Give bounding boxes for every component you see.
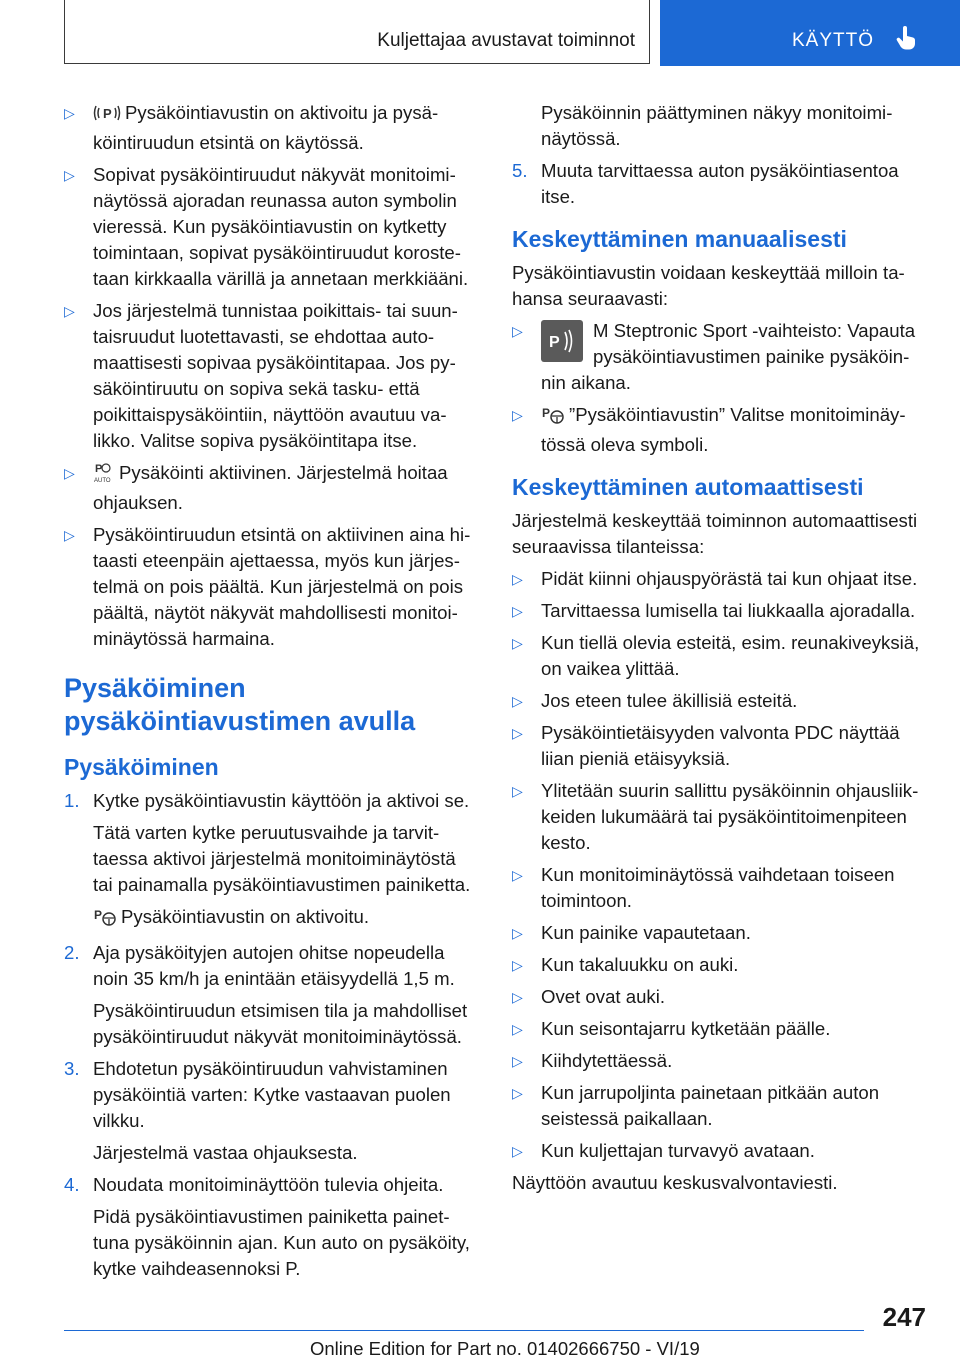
step-text: Noudata monitoiminäyttöön tulevia ohjeita.: [93, 1174, 444, 1195]
bullet-triangle-icon: ▷: [512, 925, 523, 941]
subsection-heading: Pysäköiminen: [64, 754, 219, 780]
list-item-text: Kun jarrupoljinta painetaan pitkään auton seistessä paikallaan.: [541, 1082, 880, 1129]
svg-text:P: P: [542, 406, 551, 420]
bullet-triangle-icon: ▷: [512, 783, 523, 799]
list-item-text: Kun tiellä olevia esteitä, esim. reunakiveyksiä, on vaikea ylittää.: [541, 632, 920, 679]
parking-steering-icon: [93, 907, 117, 934]
list-item-text: Kun takaluukku on auki.: [541, 954, 739, 975]
list-item-text: Pysäköinti aktiivinen. Järjestelmä hoitaa ohjauksen.: [93, 462, 448, 513]
bullet-triangle-icon: ▷: [512, 1021, 523, 1037]
bullet-triangle-icon: ▷: [512, 571, 523, 587]
list-item: [512, 598, 926, 624]
list-item: [64, 298, 478, 454]
list-item-text: Jos eteen tulee äkillisiä esteitä.: [541, 690, 798, 711]
step-number: 3.: [64, 1058, 80, 1079]
parking-assist-sensor-icon: [93, 103, 121, 130]
list-item: [64, 522, 478, 652]
bullet-triangle-icon: ▷: [512, 693, 523, 709]
section-title: Kuljettajaa avustavat toiminnot: [377, 30, 635, 51]
step-text: Muuta tarvittaessa auton pysäköintiasentoa itse.: [541, 160, 899, 207]
bullet-triangle-icon: ▷: [512, 867, 523, 883]
bullet-triangle-icon: ▷: [64, 465, 75, 481]
edition-note: Online Edition for Part no. 01402666750 - VI/19: [310, 1338, 700, 1359]
list-item-text: Pysäköintiavustin on aktivoitu ja pysäköintiruudun etsintä on käytössä.: [93, 102, 439, 153]
list-item-text: M Steptronic Sport -vaihteisto: Vapauta pysäköintiavustimen painike pysäköinnin aikana.: [541, 320, 916, 393]
list-item-text: Kun seisontajarru kytketään päälle.: [541, 1018, 831, 1039]
step-item: [64, 1056, 478, 1134]
step-item: [512, 158, 926, 210]
list-item-text: Pidät kiinni ohjauspyörästä tai kun ohjaat itse.: [541, 568, 918, 589]
list-item-text: Kun painike vapautetaan.: [541, 922, 751, 943]
bullet-triangle-icon: ▷: [64, 527, 75, 543]
step-detail-text: Pysäköintiavustin on aktivoitu.: [121, 906, 370, 927]
step-item: [64, 1172, 478, 1198]
step-text: Aja pysäköityjen autojen ohitse nopeudella noin 35 km/h ja enintään etäisyydellä 1,5 m.: [93, 942, 455, 989]
list-item-text: Kun kuljettajan turvavyö avataan.: [541, 1140, 815, 1161]
bullet-triangle-icon: ▷: [512, 725, 523, 741]
paragraph: Näyttöön avautuu keskusvalvontaviesti.: [512, 1172, 838, 1193]
subsection-heading: Keskeyttäminen automaattisesti: [512, 474, 864, 500]
step-number: 2.: [64, 942, 80, 963]
step-text: Kytke pysäköintiavustin käyttöön ja aktivoi se.: [93, 790, 470, 811]
list-item: [512, 630, 926, 682]
list-item: [512, 1048, 926, 1074]
list-item-text: Ovet ovat auki.: [541, 986, 666, 1007]
parking-auto-icon: [93, 461, 115, 490]
step-detail: [64, 904, 478, 934]
page-header: [0, 0, 960, 66]
right-column: [512, 100, 926, 1202]
svg-text:P: P: [103, 106, 112, 121]
list-item-text: Jos järjestelmä tunnistaa poikittais- tai suuntaisruudut luotettavasti, se ehdottaa automaattisesti sopivaa pysäköintitapaa. Jos pysäköintiruutu on sopiva sekä tasku- että poikittaispysäköintiin, näyttöön avautuu valikko. Valitse sopiva pysäköintitapa itse.: [93, 300, 458, 451]
bullet-triangle-icon: ▷: [512, 407, 523, 423]
list-item: [512, 952, 926, 978]
list-item: [512, 920, 926, 946]
bullet-triangle-icon: ▷: [64, 105, 75, 121]
step-number: 1.: [64, 790, 80, 811]
list-item: [512, 688, 926, 714]
list-item-text: Tarvittaessa lumisella tai liukkaalla ajoradalla.: [541, 600, 916, 621]
paragraph: Järjestelmä keskeyttää toiminnon automaattisesti seuraavissa tilanteissa:: [512, 510, 918, 557]
chapter-tab: [660, 0, 960, 66]
svg-text:AUTO: AUTO: [94, 478, 111, 483]
list-item: [512, 984, 926, 1010]
hand-pointer-icon: [896, 26, 918, 55]
bullet-triangle-icon: ▷: [512, 603, 523, 619]
bullet-triangle-icon: ▷: [512, 1053, 523, 1069]
list-item-text: ”Pysäköintiavustin” Valitse monitoiminäytössä oleva symboli.: [541, 404, 906, 455]
step-item: [64, 788, 478, 814]
step-number: 5.: [512, 160, 528, 181]
list-item: [64, 162, 478, 292]
bullet-triangle-icon: ▷: [64, 167, 75, 183]
list-item: [512, 1138, 926, 1164]
step-detail: Pidä pysäköintiavustimen painiketta painettuna pysäköinnin ajan. Kun auto on pysäköity, kytke vaihdeasennoksi P.: [93, 1206, 470, 1279]
list-item-text: Ylitetään suurin sallittu pysäköinnin ohjausliikkeiden lukumäärä tai pysäköintitoimenpiteen kesto.: [541, 780, 919, 853]
step-detail: Tätä varten kytke peruutusvaihde ja tarvittaessa aktivoi järjestelmä monitoiminäytöstä tai painamalla pysäköintiavustimen painiketta.: [93, 822, 471, 895]
list-item: [512, 778, 926, 856]
list-item: [512, 402, 926, 458]
page-number: 247: [882, 1302, 926, 1332]
section-title-box: [64, 0, 650, 64]
list-item-text: Kun monitoiminäytössä vaihdetaan toiseen toimintoon.: [541, 864, 895, 911]
svg-text:P: P: [95, 463, 103, 475]
list-item: [512, 720, 926, 772]
chapter-tab-label: KÄYTTÖ: [792, 30, 875, 51]
list-item: [64, 460, 478, 516]
step-text: Ehdotetun pysäköintiruudun vahvistaminen pysäköintiä varten: Kytke vastaavan puolen vilkku.: [93, 1058, 451, 1131]
list-item: [512, 1016, 926, 1042]
list-item-text: Kiihdytettäessä.: [541, 1050, 673, 1071]
list-item: [512, 1080, 926, 1132]
step-detail: Pysäköinnin päättyminen näkyy monitoiminäytössä.: [541, 102, 893, 149]
step-detail: Pysäköintiruudun etsimisen tila ja mahdolliset pysäköintiruudut näkyvät monitoiminäytössä.: [93, 1000, 468, 1047]
step-item: [64, 940, 478, 992]
bullet-triangle-icon: ▷: [512, 323, 523, 339]
step-number: 4.: [64, 1174, 80, 1195]
list-item-text: Sopivat pysäköintiruudut näkyvät monitoiminäytössä ajoradan reunassa auton symbolin vieressä. Kun pysäköintiavustin on kytketty toimintaan, sopivat pysäköintiruudut korostetaan kirkkaalla värillä ja annetaan merkkiääni.: [93, 164, 469, 289]
list-item-text: Pysäköintietäisyyden valvonta PDC näyttää liian pieniä etäisyyksiä.: [541, 722, 900, 769]
svg-text:P: P: [94, 908, 103, 922]
parking-steering-icon: [541, 405, 565, 432]
step-detail: Järjestelmä vastaa ohjauksesta.: [93, 1142, 358, 1163]
bullet-triangle-icon: ▷: [512, 635, 523, 651]
paragraph: Pysäköintiavustin voidaan keskeyttää milloin tahansa seuraavasti:: [512, 262, 905, 309]
list-item: [512, 862, 926, 914]
list-item: [512, 566, 926, 592]
section-heading: Pysäköiminen pysäköintiavustimen avulla: [64, 673, 416, 736]
parking-button-icon: [541, 320, 583, 362]
bullet-triangle-icon: ▷: [512, 1143, 523, 1159]
list-item: [512, 318, 926, 396]
footer-divider: [64, 1330, 864, 1331]
bullet-triangle-icon: ▷: [64, 303, 75, 319]
list-item: [64, 100, 478, 156]
svg-text:P: P: [549, 334, 560, 351]
bullet-triangle-icon: ▷: [512, 1085, 523, 1101]
subsection-heading: Keskeyttäminen manuaalisesti: [512, 226, 847, 252]
bullet-triangle-icon: ▷: [512, 989, 523, 1005]
list-item-text: Pysäköintiruudun etsintä on aktiivinen aina hitaasti eteenpäin ajettaessa, myös kun järjestelmä on pois päältä. Kun järjestelmä on pois päältä, näytöt näkyvät mahdollisesti monitoiminäytössä harmaina.: [93, 524, 471, 649]
left-column: [64, 100, 478, 1288]
bullet-triangle-icon: ▷: [512, 957, 523, 973]
